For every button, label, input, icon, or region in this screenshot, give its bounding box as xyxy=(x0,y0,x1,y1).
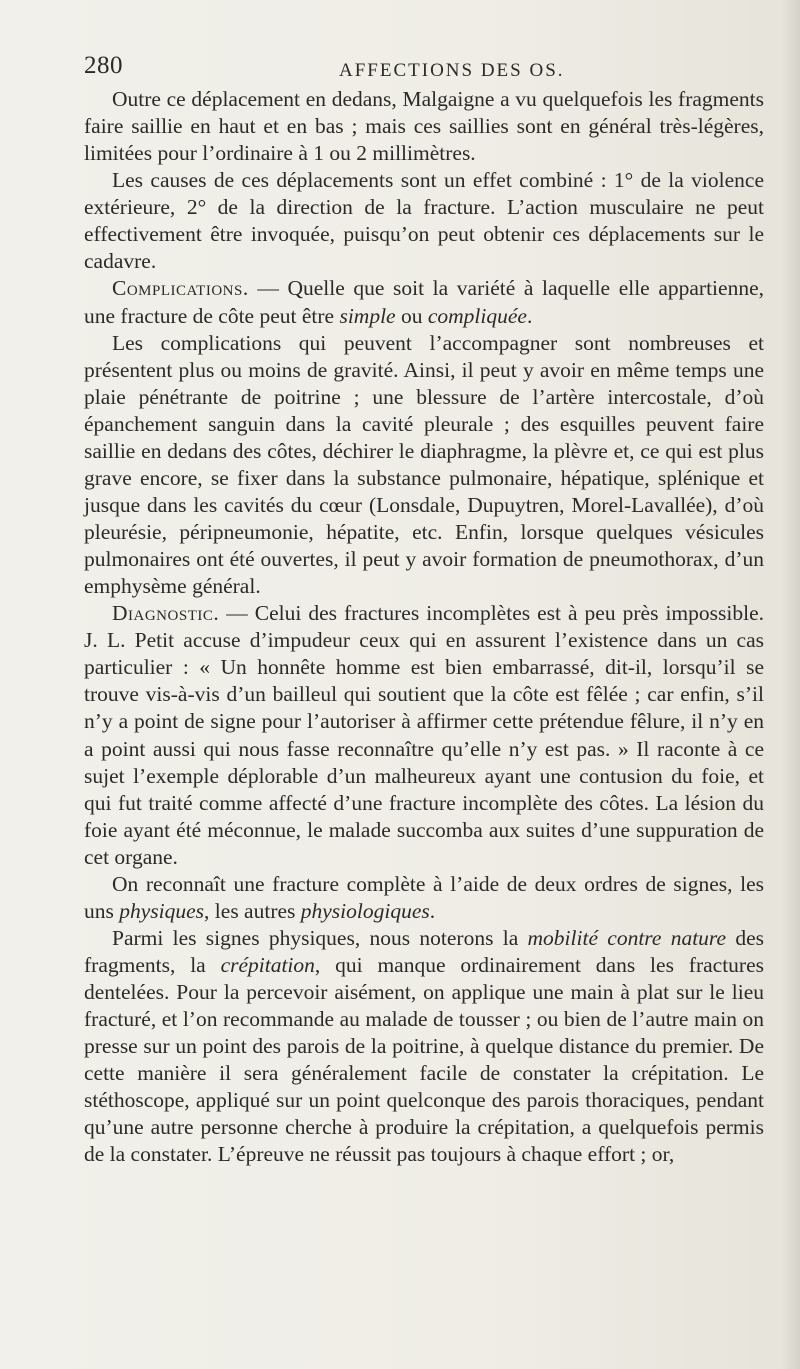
section-heading-diagnostic: Diagnostic. xyxy=(112,601,220,626)
paragraph-text: , les autres xyxy=(204,898,301,923)
page-number: 280 xyxy=(84,52,123,79)
paragraph-text: ou xyxy=(395,303,428,328)
paragraph-text: . xyxy=(429,898,436,923)
emphasis-mobilite: mobilité contre nature xyxy=(527,925,727,950)
paragraph-deplacement: Outre ce déplacement en dedans, Malgaigne a vu quelquefois les fragments faire saillie en haut et en bas ; mais ces saillies sont en général très-légères, limitées pour l’ordinaire à 1 ou 2 millimètres. xyxy=(84,87,764,166)
emphasis-simple: simple xyxy=(339,303,396,328)
paragraph-complications-list: Les complications qui peuvent l’accompagner sont nombreuses et présentent plus ou moins de gravité. Ainsi, il peut y avoir en même temps une plaie pénétrante de poitrine ; une blessure de l’artère intercostale, d’où épanchement sanguin dans la cavité pleurale ; des esquilles peuvent faire saillie en dedans des côtes, déchirer le diaphragme, la plèvre et, ce qui est plus grave encore, se fixer dans la substance pulmonaire, hépatique, splénique et jusque dans les cavités du cœur (Lonsdale, Dupuytren, Morel-Lavallée), d’où pleurésie, péripneumonie, hépatite, etc. Enfin, lorsque quelques vésicules pulmonaires ont été ouvertes, il peut y avoir formation de pneumothorax, d’un emphysème général. xyxy=(84,330,764,599)
emphasis-physiques: physiques xyxy=(119,898,205,923)
paragraph-text: , qui manque ordinairement dans les fractures dentelées. Pour la percevoir aisément, on applique une main à plat sur le lieu fracturé, et l’on recommande au malade de tousser ; ou bien de l’autre main on presse sur un point des parois de la poitrine, à quelque distance du premier. De cette manière il sera généralement facile de constater la crépitation. Le stéthoscope, appliqué sur un point quelconque des parois thoraciques, pendant qu’une autre personne cherche à produire la crépitation, a quelquefois permis de la constater. L’épreuve ne réussit pas toujours à chaque effort ; or, xyxy=(84,953,764,1167)
page-edge-shadow xyxy=(782,0,800,1369)
paragraph-complications-intro xyxy=(84,275,764,329)
paragraph-text: Parmi les signes physiques, nous noterons la xyxy=(112,925,528,950)
paragraph-text: — Quelle que soit la variété à laquelle elle appartienne, une fracture de côte peut être xyxy=(84,276,764,328)
emphasis-compliquee: compliquée xyxy=(427,303,527,328)
paragraph-signes-physiques xyxy=(84,925,764,1169)
paragraph-diagnostic xyxy=(84,600,764,871)
emphasis-physiologiques: physiologiques xyxy=(300,898,430,923)
running-title: AFFECTIONS DES OS. xyxy=(339,60,565,81)
paragraph-text: . xyxy=(526,303,533,328)
body-text xyxy=(84,86,764,1169)
paragraph-causes: Les causes de ces déplacements sont un effet combiné : 1° de la violence extérieure, 2° de la direction de la fracture. L’action musculaire ne peut effectivement être invoquée, puisqu’on peut obtenir ces déplacements sur le cadavre. xyxy=(84,168,764,274)
running-head xyxy=(84,52,764,86)
section-heading-complications: Complications. xyxy=(112,276,249,301)
paragraph-text: — Celui des fractures incomplètes est à peu près impossible. J. L. Petit accuse d’impudeur ceux qui en assurent l’existence dans un cas particulier : « Un honnête homme est bien embarrassé, dit-il, lorsqu’il se trouve vis-à-vis d’un bailleul qui soutient que la côte est fêlée ; car enfin, s’il n’y a point de signe pour l’autoriser à affirmer cette prétendue fêlure, il n’y en a point aussi qui nous fasse reconnaître qu’elle n’y est pas. » Il raconte à ce sujet l’exemple déplorable d’un malheureux ayant une contusion du foie, et qui fut traité comme affecté d’une fracture incomplète des côtes. La lésion du foie ayant été méconnue, le malade succomba aux suites d’une suppuration de cet organe. xyxy=(84,601,764,869)
paragraph-text: des fragments, la xyxy=(84,925,764,977)
paragraph-signes xyxy=(84,871,764,925)
emphasis-crepitation: crépitation xyxy=(220,953,315,977)
paragraph-text: On reconnaît une fracture complète à l’aide de deux ordres de signes, les uns xyxy=(84,871,764,923)
